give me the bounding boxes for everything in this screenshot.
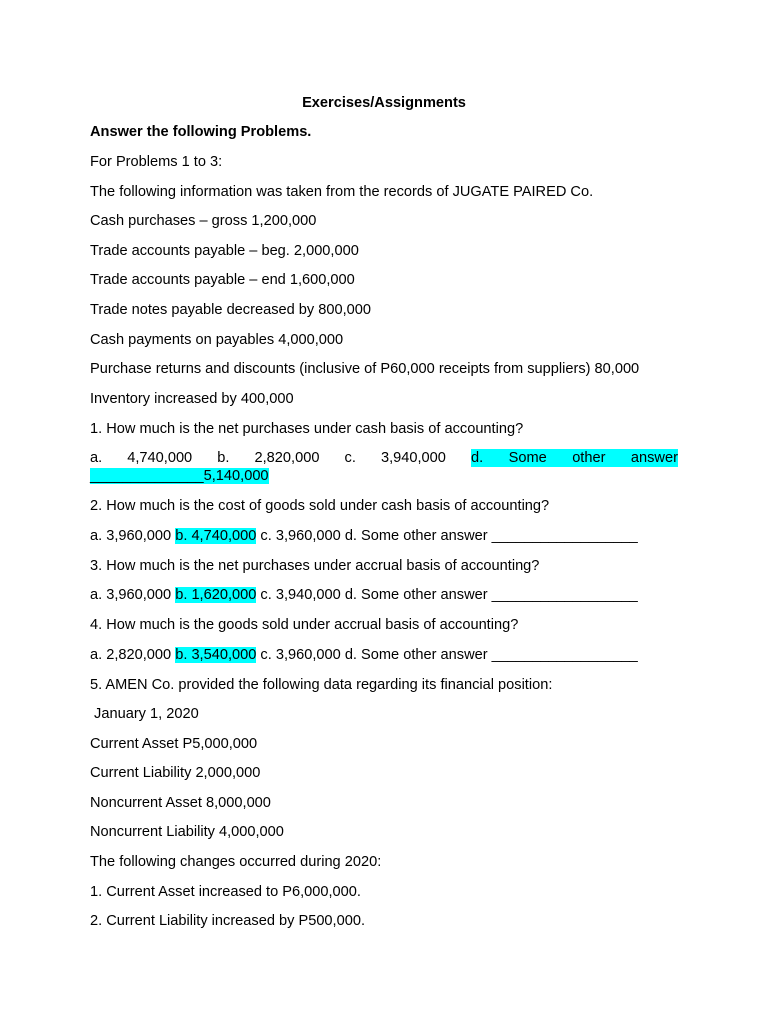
q4-options-pre: a. 2,820,000 — [90, 647, 176, 663]
question-3-options — [90, 586, 680, 604]
q3-options-pre: a. 3,960,000 — [90, 587, 176, 603]
q2-highlighted-answer: b. 4,740,000 — [175, 528, 257, 544]
question-1-options — [90, 449, 678, 467]
notes-payable-line: Trade notes payable decreased by 800,000 — [90, 302, 371, 318]
q5-change-1: 1. Current Asset increased to P6,000,000. — [90, 884, 361, 900]
ap-beg-line: Trade accounts payable – beg. 2,000,000 — [90, 243, 359, 259]
q4-highlighted-answer: b. 3,540,000 — [175, 647, 257, 663]
q1-option-a-letter: a. — [90, 450, 103, 466]
question-4: 4. How much is the goods sold under accrual basis of accounting? — [90, 617, 519, 633]
q2-options-post: c. 3,960,000 d. Some other answer __________________ — [256, 528, 638, 544]
q5-change-2: 2. Current Liability increased by P500,000. — [90, 913, 366, 929]
instruction-heading: Answer the following Problems. — [90, 124, 312, 140]
q1-option-b-letter: b. — [217, 450, 230, 466]
q1-option-c-letter: c. — [344, 450, 356, 466]
q1-option-d-word-2: other — [572, 450, 606, 466]
q4-options-post: c. 3,960,000 d. Some other answer __________________ — [256, 647, 638, 663]
q5-date: January 1, 2020 — [90, 706, 199, 722]
cash-purchases-line: Cash purchases – gross 1,200,000 — [90, 213, 317, 229]
info-source-line: The following information was taken from the records of JUGATE PAIRED Co. — [90, 184, 594, 200]
problems-intro: For Problems 1 to 3: — [90, 154, 223, 170]
inventory-line: Inventory increased by 400,000 — [90, 391, 294, 407]
q3-options-post: c. 3,940,000 d. Some other answer __________________ — [256, 587, 638, 603]
q5-noncurrent-asset: Noncurrent Asset 8,000,000 — [90, 795, 271, 811]
q1-option-d-word-3: answer — [630, 450, 678, 466]
q1-option-a-value: 4,740,000 — [127, 450, 193, 466]
question-1-options-cont — [90, 467, 680, 485]
question-2: 2. How much is the cost of goods sold under cash basis of accounting? — [90, 498, 550, 514]
q1-option-b-value: 2,820,000 — [254, 450, 320, 466]
purchase-returns-line: Purchase returns and discounts (inclusive of P60,000 receipts from suppliers) 80,000 — [90, 361, 640, 377]
q1-option-d-word-1: Some — [508, 450, 547, 466]
q1-option-c-value: 3,940,000 — [380, 450, 446, 466]
question-2-options — [90, 527, 680, 545]
q5-noncurrent-liability: Noncurrent Liability 4,000,000 — [90, 824, 284, 840]
q5-current-liability: Current Liability 2,000,000 — [90, 765, 261, 781]
question-5: 5. AMEN Co. provided the following data regarding its financial position: — [90, 677, 553, 693]
document-title: Exercises/Assignments — [302, 95, 466, 111]
q1-option-d-highlight — [471, 449, 678, 467]
q1-option-d-letter: d. — [470, 450, 484, 466]
q5-changes-intro: The following changes occurred during 2020: — [90, 854, 382, 870]
q3-highlighted-answer: b. 1,620,000 — [175, 587, 257, 603]
q1-option-d-answer: ______________5,140,000 — [90, 468, 269, 484]
question-3: 3. How much is the net purchases under accrual basis of accounting? — [90, 558, 540, 574]
cash-payments-line: Cash payments on payables 4,000,000 — [90, 332, 344, 348]
question-1: 1. How much is the net purchases under cash basis of accounting? — [90, 421, 524, 437]
ap-end-line: Trade accounts payable – end 1,600,000 — [90, 272, 355, 288]
q2-options-pre: a. 3,960,000 — [90, 528, 176, 544]
question-4-options — [90, 646, 680, 664]
q5-current-asset: Current Asset P5,000,000 — [90, 736, 258, 752]
